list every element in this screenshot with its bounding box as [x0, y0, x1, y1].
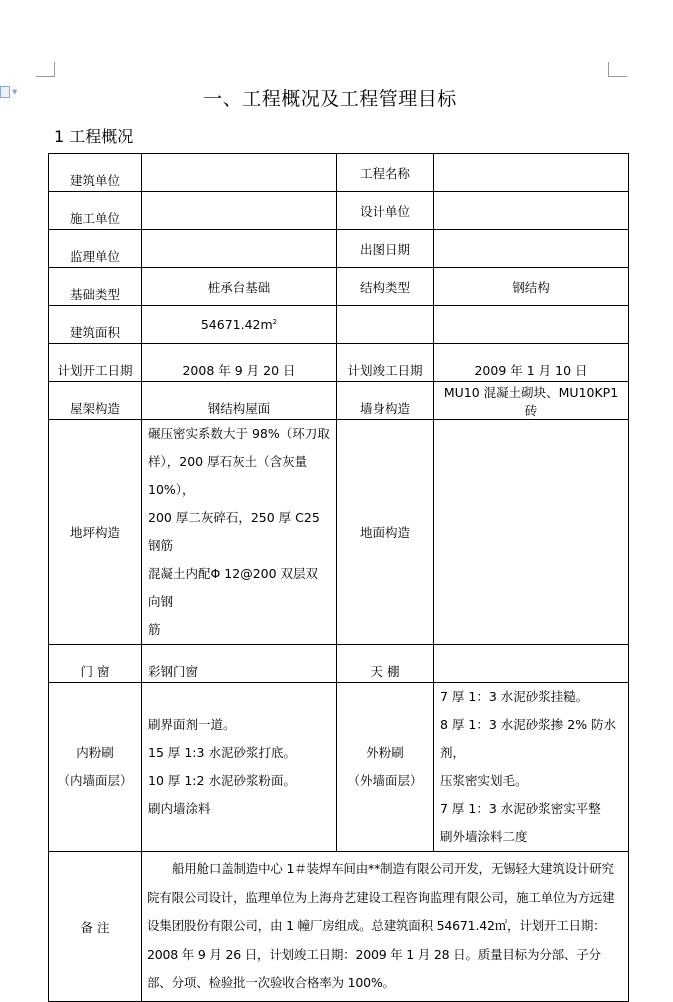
structure-type-value: 钢结构 — [434, 268, 629, 306]
page-corner-mark-top-right — [608, 62, 627, 77]
construction-unit-value — [142, 154, 337, 192]
structure-type-label: 结构类型 — [337, 268, 434, 306]
project-overview-table — [48, 153, 629, 1002]
inner-plaster-value — [142, 683, 337, 852]
inner-line: 15 厚 1:3 水泥砂浆打底。 — [148, 745, 296, 760]
planned-start-label: 计划开工日期 — [49, 344, 142, 382]
wall-value: MU10 混凝土砌块、MU10KP1 砖 — [434, 382, 629, 420]
builder-value — [142, 192, 337, 230]
ceiling-label: 天 棚 — [337, 645, 434, 683]
wall-label: 墙身构造 — [337, 382, 434, 420]
inner-line: 刷内墙涂料 — [148, 801, 211, 816]
supervisor-value — [142, 230, 337, 268]
table-row — [49, 268, 629, 306]
foundation-type-value: 桩承台基础 — [142, 268, 337, 306]
table-row — [49, 154, 629, 192]
inner-plaster-sublabel: （内墙面层） — [57, 773, 133, 788]
page-title: 一、工程概况及工程管理目标 — [203, 88, 457, 110]
empty-value-cell — [434, 306, 629, 344]
ground-line: 碾压密实系数大于 98%（环刀取 — [148, 426, 330, 441]
construction-unit-label: 建筑单位 — [49, 154, 142, 192]
empty-label-cell — [337, 306, 434, 344]
outer-line: 7 厚 1：3 水泥砂浆挂糙。 — [440, 689, 589, 704]
table-row — [49, 306, 629, 344]
project-name-value — [434, 154, 629, 192]
inner-line: 刷界面剂一道。 — [148, 717, 236, 732]
foundation-type-label: 基础类型 — [49, 268, 142, 306]
outer-line: 刷外墙涂料二度 — [440, 829, 528, 844]
inner-plaster-label: 内粉刷 — [76, 745, 114, 760]
outer-line: 7 厚 1：3 水泥砂浆密实平整 — [440, 801, 601, 816]
planned-start-value: 2008 年 9 月 20 日 — [142, 344, 337, 382]
project-name-label: 工程名称 — [337, 154, 434, 192]
outer-line: 8 厚 1：3 水泥砂浆掺 2% 防水剂， — [440, 717, 617, 760]
drawing-date-value — [434, 230, 629, 268]
outer-line: 压浆密实划毛。 — [440, 773, 528, 788]
table-row — [49, 852, 629, 1002]
drawing-date-label: 出图日期 — [337, 230, 434, 268]
design-unit-value — [434, 192, 629, 230]
outer-plaster-label-cell — [337, 683, 434, 852]
door-label: 门 窗 — [49, 645, 142, 683]
inner-plaster-label-cell — [49, 683, 142, 852]
ground-value — [142, 420, 337, 645]
ground-line: 200 厚二灰碎石，250 厚 C25 钢筋 — [148, 510, 320, 553]
roof-value: 钢结构屋面 — [142, 382, 337, 420]
table-row — [49, 645, 629, 683]
page-corner-mark-top-left — [36, 62, 55, 77]
chevron-down-icon[interactable]: ▼ — [12, 88, 18, 96]
table-row — [49, 382, 629, 420]
floor-value — [434, 420, 629, 645]
building-area-label: 建筑面积 — [49, 306, 142, 344]
supervisor-label: 监理单位 — [49, 230, 142, 268]
table-row — [49, 230, 629, 268]
outer-plaster-sublabel: （外墙面层） — [347, 773, 423, 788]
table-row — [49, 683, 629, 852]
remark-text: 船用舱口盖制造中心 1＃装焊车间由**制造有限公司开发，无锡轻大建筑设计研究院有限公司设计，监理单位为上海舟艺建设工程咨询监理有限公司，施工单位为方远建设集团股份有限公司，由 1 幢厂房组成。总建筑面积 54671.42㎡，计划开工日期：2008 年 9 月 26 日，计划竣工日期：2009 年 1 月 28 日。质量目标为分部、子分部、分项、检验批一次验收合格率为 100%。 — [142, 852, 629, 1002]
planned-finish-label: 计划竣工日期 — [337, 344, 434, 382]
ground-label: 地坪构造 — [49, 420, 142, 645]
inner-line: 10 厚 1:2 水泥砂浆粉面。 — [148, 773, 296, 788]
builder-label: 施工单位 — [49, 192, 142, 230]
remark-label: 备 注 — [49, 852, 142, 1002]
ground-line: 筋 — [148, 622, 161, 637]
outer-plaster-value — [434, 683, 629, 852]
design-unit-label: 设计单位 — [337, 192, 434, 230]
table-row — [49, 420, 629, 645]
door-value: 彩钢门窗 — [142, 645, 337, 683]
area-unit-superscript: 2 — [272, 317, 278, 326]
table-row — [49, 192, 629, 230]
section-heading: 1 工程概况 — [54, 127, 134, 146]
planned-finish-value: 2009 年 1 月 10 日 — [434, 344, 629, 382]
floor-label: 地面构造 — [337, 420, 434, 645]
roof-label: 屋架构造 — [49, 382, 142, 420]
building-area-value: 54671.42m — [200, 317, 273, 332]
table-row — [49, 344, 629, 382]
ground-line: 样），200 厚石灰土（含灰量 10%）， — [148, 454, 308, 497]
building-area-cell — [142, 306, 337, 344]
ground-line: 混凝土内配Φ 12@200 双层双向钢 — [148, 566, 319, 609]
ceiling-value — [434, 645, 629, 683]
outer-plaster-label: 外粉刷 — [366, 745, 404, 760]
